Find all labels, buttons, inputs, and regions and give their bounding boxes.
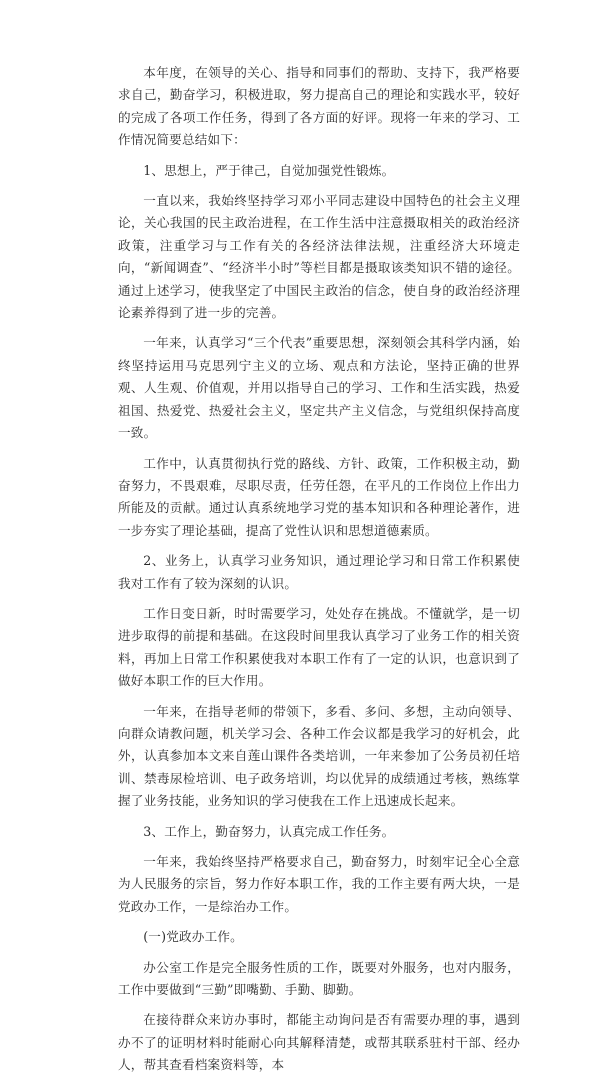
body-paragraph: 办公室工作是完全服务性质的工作，既要对外服务，也对内服务，工作中要做到“三勤”即嘴勤、手勤、脚勤。 (118, 959, 520, 998)
section-heading-1: 1、思想上，严于律己，自觉加强党性锻炼。 (143, 162, 395, 178)
body-paragraph: 一直以来，我始终坚持学习邓小平同志建设中国特色的社会主义理论，关心我国的民主政治进程，在工作生活中注意摄取相关的政治经济政策，注重学习与工作有关的各经济法律法规，注重经济大环境走向，“新闻调查”、“经济半小时”等栏目都是摄取该类知识不错的途径。通过上述学习，使我坚定了中国民主政治的信念，使自身的政治经济理论素养得到了进一步的完善。 (118, 193, 520, 321)
section-heading-3: 3、工作上，勤奋努力，认真完成工作任务。 (143, 823, 395, 839)
body-paragraph: 工作中，认真贯彻执行党的路线、方针、政策，工作积极主动，勤奋努力，不畏艰难，尽职尽责，任劳任怨，在平凡的工作岗位上作出力所能及的贡献。通过认真系统地学习党的基本知识和各种理论著作，进一步夯实了理论基础，提高了党性认识和思想道德素质。 (118, 455, 520, 538)
section-heading-2: 2、业务上，认真学习业务知识，通过理论学习和日常工作积累使我对工作有了较为深刻的认识。 (118, 553, 520, 591)
subsection-heading: (一)党政办工作。 (143, 929, 243, 945)
body-paragraph: 一年来，在指导老师的带领下，多看、多问、多想，主动向领导、向群众请教问题，机关学习会、各种工作会议都是我学习的好机会，此外，认真参加本文来自莲山课件各类培训，一年来参加了公务员初任培训、禁毒尿检培训、电子政务培训，均以优异的成绩通过考核，熟练掌握了业务技能，业务知识的学习使我在工作上迅速成长起来。 (118, 703, 520, 809)
intro-paragraph: 本年度，在领导的关心、指导和同事们的帮助、支持下，我严格要求自己，勤奋学习，积极进取，努力提高自己的理论和实践水平，较好的完成了各项工作任务，得到了各方面的好评。现将一年来的学习、工作情况简要总结如下： (118, 65, 520, 148)
body-paragraph: 一年来，我始终坚持严格要求自己，勤奋努力，时刻牢记全心全意为人民服务的宗旨，努力作好本职工作，我的工作主要有两大块，一是党政办工作，一是综治办工作。 (118, 854, 520, 914)
body-paragraph: 工作日变日新，时时需要学习，处处存在挑战。不懂就学，是一切进步取得的前提和基础。在这段时间里我认真学习了业务工作的相关资料，再加上日常工作积累使我对本职工作有了一定的认识，也意识到了做好本职工作的巨大作用。 (118, 605, 520, 689)
body-paragraph: 一年来，认真学习“三个代表”重要思想，深刻领会其科学内涵，始终坚持运用马克思列宁主义的立场、观点和方法论，坚持正确的世界观、人生观、价值观，并用以指导自己的学习、工作和生活实践，热爱祖国、热爱党、热爱社会主义，坚定共产主义信念，与党组织保持高度一致。 (118, 335, 520, 441)
body-paragraph: 在接待群众来访办事时，都能主动询问是否有需要办理的事，遇到办不了的证明材料时能耐心向其解释清楚，或帮其联系驻村干部、经办人，帮其查看档案资料等，本 (118, 1012, 520, 1073)
